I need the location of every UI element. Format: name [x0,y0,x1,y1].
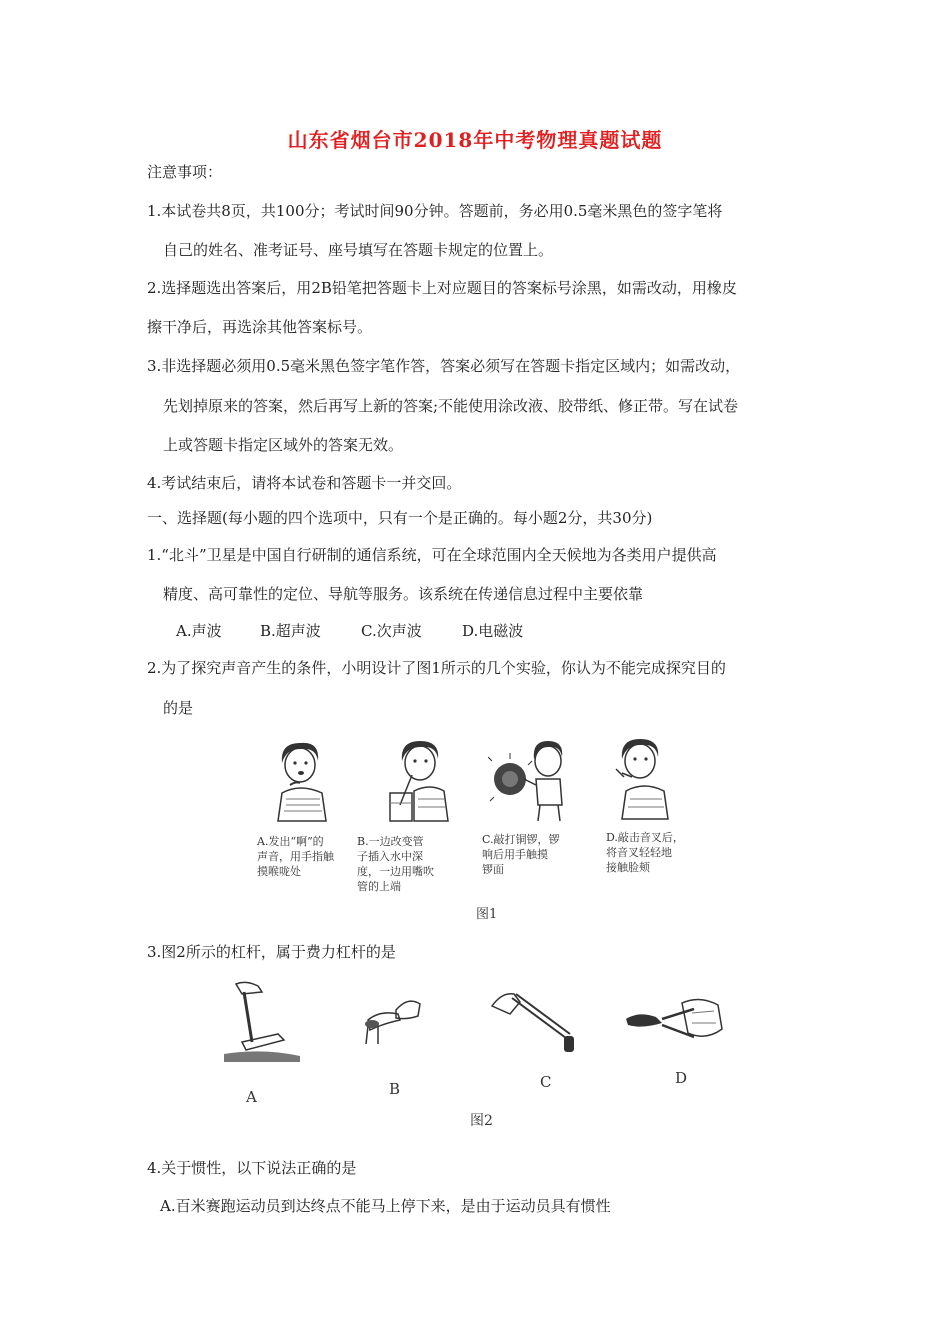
fig1-caption-c-2: 响后用手触摸 [482,848,548,861]
fig1-caption-b-2: 子插入水中深 [357,850,423,863]
q1-option-d: D.电磁波 [462,622,524,640]
notice-heading: 注意事项： [147,163,223,181]
q2-line-2: 的是 [163,699,194,717]
notice-line-2: 自己的姓名、准考证号、座号填写在答题卡规定的位置上。 [163,241,554,259]
fig1-caption-d-3: 接触脸颊 [606,861,650,874]
q1-option-a: A.声波 [176,622,222,640]
q3-line-1: 3.图2所示的杠杆，属于费力杠杆的是 [147,943,396,961]
fig1-caption-d-2: 将音叉轻轻地 [606,846,672,859]
figure-2-lever-a [222,978,302,1066]
notice-line-5: 3.非选择题必须用0.5毫米黑色签字笔作答，答案必须写在答题卡指定区域内；如需改动， [147,357,741,375]
figure-2-lever-d [622,993,726,1053]
fig1-caption-c-1: C.敲打铜锣，锣 [482,833,560,846]
fig1-caption-a-1: A.发出“啊”的 [257,835,324,848]
page-title: 山东省烟台市2018年中考物理真题试题 [287,128,663,152]
figure-1-illustration-d [602,733,682,823]
fig1-caption-a-2: 声音，用手指触 [257,850,334,863]
figure-1-illustration-b [378,735,458,825]
q4-option-a: A.百米赛跑运动员到达终点不能马上停下来，是由于运动员具有惯性 [160,1197,611,1215]
figure-2-label-a: A [246,1088,257,1106]
figure-2-label-c: C [540,1073,552,1091]
fig1-caption-a-3: 摸喉咙处 [257,865,301,878]
figure-1-illustration-a [260,735,340,825]
notice-line-1: 1.本试卷共8页，共100分；考试时间90分钟。答题前，务必用0.5毫米黑色的签字笔将 [147,202,723,220]
fig1-caption-b-3: 度，一边用嘴吹 [357,865,434,878]
notice-line-6: 先划掉原来的答案，然后再写上新的答案;不能使用涂改液、胶带纸、修正带。写在试卷 [163,397,739,415]
q2-line-1: 2.为了探究声音产生的条件，小明设计了图1所示的几个实验，你认为不能完成探究目的 [147,659,726,677]
q1-option-c: C.次声波 [361,622,422,640]
notice-line-3: 2.选择题选出答案后，用2B铅笔把答题卡上对应题目的答案标号涂黑，如需改动，用橡皮 [147,279,737,297]
notice-line-8: 4.考试结束后，请将本试卷和答题卡一并交回。 [147,474,462,492]
notice-line-7: 上或答题卡指定区域外的答案无效。 [163,436,404,454]
fig1-caption-d-1: D.敲击音叉后， [606,831,684,844]
figure-2-label: 图2 [470,1113,493,1129]
q4-line-1: 4.关于惯性，以下说法正确的是 [147,1159,357,1177]
notice-line-4: 擦干净后，再选涂其他答案标号。 [147,318,373,336]
figure-1-label: 图1 [476,907,498,922]
figure-1-illustration-c [488,735,574,825]
q1-option-b: B.超声波 [260,622,321,640]
fig1-caption-b-4: 管的上端 [357,880,401,893]
figure-2-label-b: B [389,1080,401,1098]
section-heading: 一、选择题(每小题的四个选项中，只有一个是正确的。每小题2分，共30分) [147,509,653,527]
q1-line-2: 精度、高可靠性的定位、导航等服务。该系统在传递信息过程中主要依靠 [163,585,644,603]
figure-2-lever-b [360,990,426,1050]
figure-2-lever-c [490,988,582,1056]
fig1-caption-c-3: 锣面 [482,863,504,876]
fig1-caption-b-1: B.一边改变管 [357,835,424,848]
q1-line-1: 1.“北斗”卫星是中国自行研制的通信系统，可在全球范围内全天候地为各类用户提供高 [147,546,717,564]
figure-2-label-d: D [675,1069,688,1087]
